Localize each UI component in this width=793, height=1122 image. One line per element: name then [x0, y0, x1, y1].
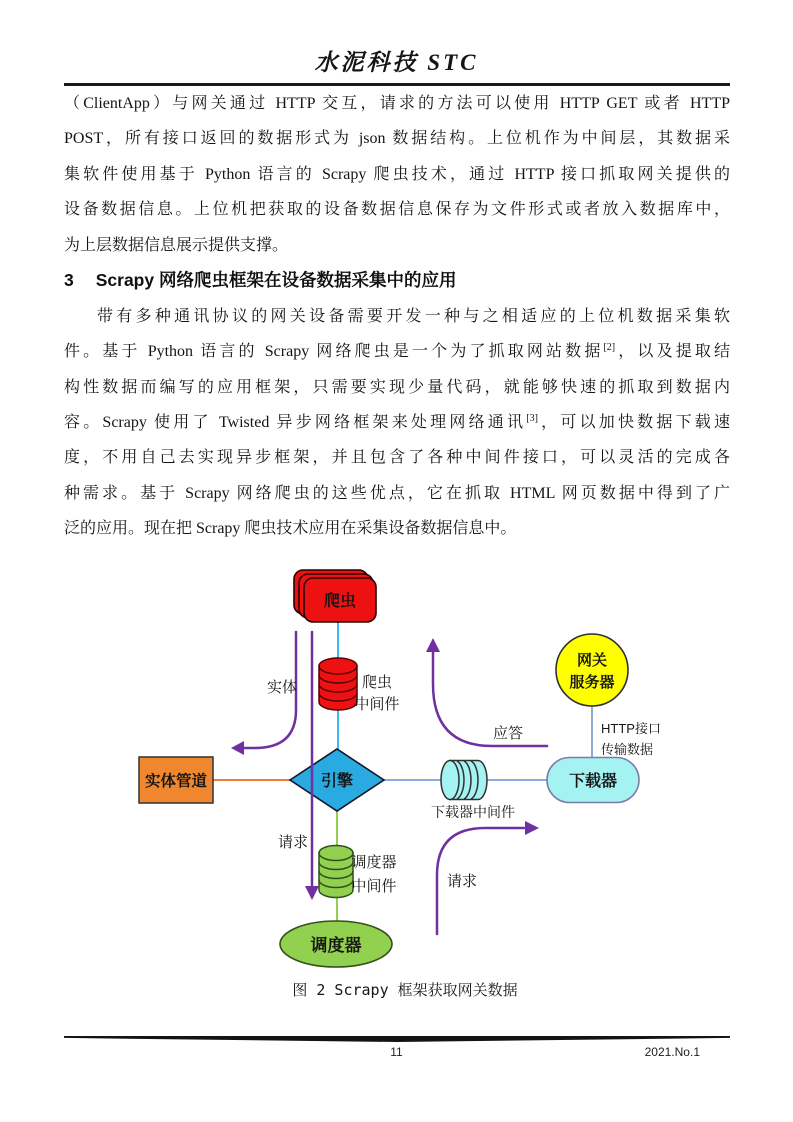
scheduler-middleware-top [319, 846, 353, 861]
paragraph2-line4-text: 容。Scrapy 使用了 Twisted 异步网络框架来处理网络通讯 [64, 413, 527, 431]
paragraph1-line5: 为上层数据信息展示提供支撑。 [64, 236, 289, 254]
spider-middleware-label-line1: 爬虫 [361, 674, 393, 691]
paragraph2-line2-tail: ，以及提取结 [615, 343, 730, 361]
http-label-line2: 传输数据 [601, 742, 654, 757]
journal-title: 水泥科技 STC [314, 50, 479, 75]
downloader-middleware-cylinder [441, 761, 487, 800]
entity-flow-label: 实体 [266, 679, 298, 696]
paragraph2-line4 [64, 405, 730, 440]
citation-ref-3: [3] [526, 412, 538, 424]
spider-label: 爬虫 [323, 593, 357, 610]
paragraph1-line4: 设备数据信息。上位机把获取的设备数据信息保存为文件形式或者放入数据库中， [64, 201, 730, 219]
entity-arrowhead [231, 741, 244, 755]
spider-middleware-top [319, 658, 357, 674]
scheduler-label: 调度器 [310, 936, 362, 955]
response-arrowhead [426, 638, 440, 652]
response-flow-label: 应答 [492, 725, 524, 742]
engine-label: 引擎 [320, 773, 354, 790]
paragraph2-line2-text: 件。基于 Python 语言的 Scrapy 网络爬虫是一个为了抓取网站数据 [64, 343, 604, 361]
request-right-arrowhead [525, 821, 539, 835]
request-right-label: 请求 [446, 873, 478, 890]
paragraph2-line6: 种需求。基于 Scrapy 网络爬虫的这些优点，它在抓取 HTML 网页数据中得到了广 [64, 484, 730, 502]
paragraph2-line2 [64, 334, 730, 369]
paragraph2-line7: 泛的应用。现在把 Scrapy 爬虫技术应用在采集设备数据信息中。 [64, 520, 517, 538]
spider-middleware-label-line2: 中间件 [354, 696, 400, 713]
scrapy-framework-diagram [0, 552, 793, 978]
downloader-label: 下载器 [568, 773, 618, 790]
paragraph2-line3: 构性数据而编写的应用框架，只需要实现少量代码，就能够快速的抓取到数据内 [64, 378, 730, 396]
paragraph1-line1: （ClientApp）与网关通过 HTTP 交互，请求的方法可以使用 HTTP GET 或者 HTTP [64, 95, 730, 112]
downloader-middleware-label: 下载器中间件 [431, 804, 515, 820]
figure-caption: 图 2 Scrapy 框架获取网关数据 [292, 981, 518, 999]
gateway-label-line1: 网关 [576, 652, 608, 669]
scheduler-middleware-label-line1: 调度器 [351, 854, 397, 871]
downloader-middleware-cap [441, 761, 459, 800]
body-text [64, 86, 730, 547]
paragraph1-line2: POST，所有接口返回的数据形式为 json 数据结构。上位机作为中间层，其数据采 [64, 130, 730, 148]
section-title: Scrapy 网络爬虫框架在设备数据采集中的应用 [95, 270, 457, 291]
gateway-server-circle [556, 634, 628, 706]
response-flow-arrow [433, 652, 547, 746]
paragraph1-line3: 集软件使用基于 Python 语言的 Scrapy 爬虫技术，通过 HTTP 接口抓取网关提供的 [64, 165, 730, 183]
section-number: 3 [64, 270, 74, 291]
section-heading [64, 263, 730, 298]
request-down-label: 请求 [277, 834, 309, 851]
gateway-label-line2: 服务器 [569, 674, 615, 691]
http-label-line1: HTTP接口 [601, 721, 661, 736]
spider-node [294, 570, 376, 622]
paragraph2-line1: 带有多种通讯协议的网关设备需要开发一种与之相适应的上位机数据采集软 [97, 307, 730, 325]
entity-pipeline-label: 实体管道 [144, 773, 208, 790]
issue-label: 2021.No.1 [644, 1045, 700, 1059]
scheduler-middleware-label-line2: 中间件 [351, 878, 397, 895]
footer-rule [64, 1036, 730, 1042]
page-number: 11 [390, 1045, 403, 1059]
spider-middleware-cylinder [319, 658, 357, 710]
scheduler-middleware-cylinder [319, 846, 353, 898]
request-down-arrowhead [305, 886, 319, 900]
paragraph2-line5: 度，不用自己去实现异步框架，并且包含了各种中间件接口，可以灵活的完成各 [64, 449, 730, 467]
paragraph2-line4-tail: ，可以加快数据下载速 [537, 413, 730, 431]
citation-ref-2: [2] [603, 342, 616, 354]
